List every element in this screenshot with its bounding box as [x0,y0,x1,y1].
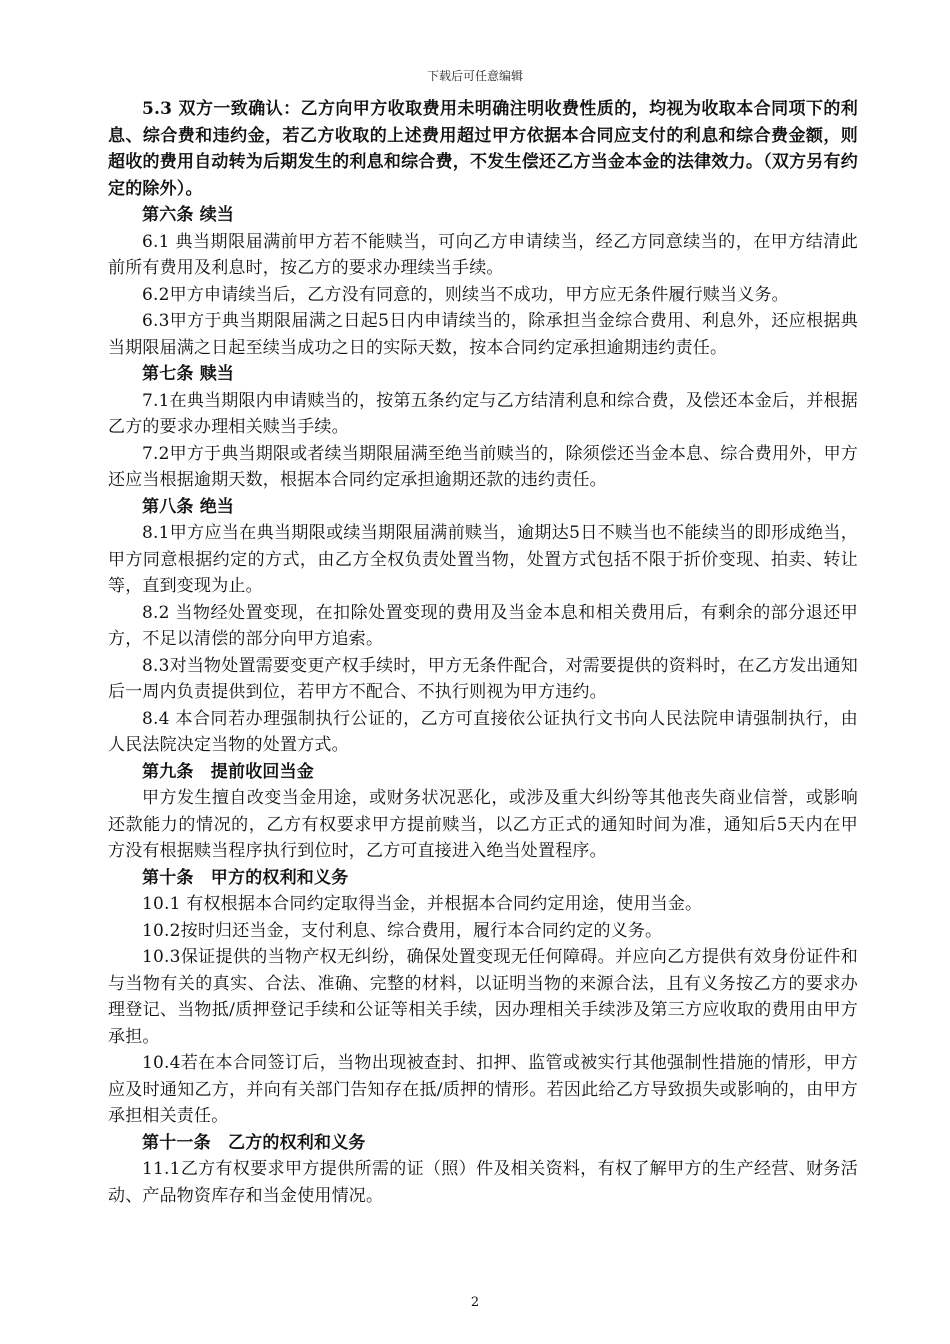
clause-9: 甲方发生擅自改变当金用途，或财务状况恶化，或涉及重大纠纷等其他丧失商业信誉，或影响还款能力的情况的，乙方有权要求甲方提前赎当，以乙方正式的通知时间为准，通知后5天内在甲方没有根据赎当程序执行到位时，乙方可直接进入绝当处置程序。 [108,788,858,861]
clause-6-2: 6.2甲方申请续当后，乙方没有同意的，则续当不成功，甲方应无条件履行赎当义务。 [142,284,789,305]
clause-11-1: 11.1乙方有权要求甲方提供所需的证（照）件及相关资料，有权了解甲方的生产经营、财务活动、产品物资库存和当金使用情况。 [108,1159,858,1206]
clause-10-3: 10.3保证提供的当物产权无纠纷，确保处置变现无任何障碍。并应向乙方提供有效身份证件和与当物有关的真实、合法、准确、完整的材料，以证明当物的来源合法，且有义务按乙方的要求办理登记、当物抵/质押登记手续和公证等相关手续，因办理相关手续涉及第三方应收取的费用由甲方承担。 [108,947,858,1047]
heading-article-11: 第十一条 乙方的权利和义务 [142,1132,366,1153]
clause-8-2: 8.2 当物经处置变现，在扣除处置变现的费用及当金本息和相关费用后，有剩余的部分退还甲方，不足以清偿的部分向甲方追索。 [108,602,858,649]
clause-8-1: 8.1甲方应当在典当期限或续当期限届满前赎当，逾期达5日不赎当也不能续当的即形成绝当，甲方同意根据约定的方式，由乙方全权负责处置当物，处置方式包括不限于折价变现、拍卖、转让等，直到变现为止。 [108,523,858,596]
clause-8-3: 8.3对当物处置需要变更产权手续时，甲方无条件配合，对需要提供的资料时，在乙方发出通知后一周内负责提供到位，若甲方不配合、不执行则视为甲方违约。 [108,655,858,702]
clause-6-3: 6.3甲方于典当期限届满之日起5日内申请续当的，除承担当金综合费用、利息外，还应根据典当期限届满之日起至续当成功之日的实际天数，按本合同约定承担逾期违约责任。 [108,311,858,358]
heading-article-7: 第七条 赎当 [142,364,235,384]
clause-10-1: 10.1 有权根据本合同约定取得当金，并根据本合同约定用途，使用当金。 [142,894,703,914]
clause-10-4: 10.4若在本合同签订后，当物出现被查封、扣押、监管或被实行其他强制性措施的情形，甲方应及时通知乙方，并向有关部门告知存在抵/质押的情形。若因此给乙方导致损失或影响的，由甲方承担相关责任。 [108,1053,858,1126]
clause-7-2: 7.2甲方于典当期限或者续当期限届满至绝当前赎当的，除须偿还当金本息、综合费用外，甲方还应当根据逾期天数，根据本合同约定承担逾期还款的违约责任。 [108,443,858,490]
heading-article-9: 第九条 提前收回当金 [142,761,314,782]
clause-7-1: 7.1在典当期限内申请赎当的，按第五条约定与乙方结清利息和综合费，及偿还本金后，并根据乙方的要求办理相关赎当手续。 [108,390,858,437]
clause-6-1: 6.1 典当期限届满前甲方若不能赎当，可向乙方申请续当，经乙方同意续当的，在甲方结清此前所有费用及利息时，按乙方的要求办理续当手续。 [108,231,858,278]
heading-article-10: 第十条 甲方的权利和义务 [142,867,349,888]
clause-5-3: 5.3 双方一致确认：乙方向甲方收取费用未明确注明收费性质的，均视为收取本合同项下的利息、综合费和违约金，若乙方收取的上述费用超过甲方依据本合同应支付的利息和综合费金额，则超收的费用自动转为后期发生的利息和综合费，不发生偿还乙方当金本金的法律效力。（双方另有约定的除外）。 [108,99,858,199]
heading-article-8: 第八条 绝当 [142,496,235,517]
clause-8-4: 8.4 本合同若办理强制执行公证的，乙方可直接依公证执行文书向人民法院申请强制执行，由人民法院决定当物的处置方式。 [108,708,858,755]
clause-10-2: 10.2按时归还当金，支付利息、综合费用，履行本合同约定的义务。 [142,920,663,941]
document-body [108,96,858,1209]
heading-article-6: 第六条 续当 [142,205,235,225]
page-number: 2 [470,1295,480,1310]
page-header-note: 下载后可任意编辑 [426,69,523,83]
